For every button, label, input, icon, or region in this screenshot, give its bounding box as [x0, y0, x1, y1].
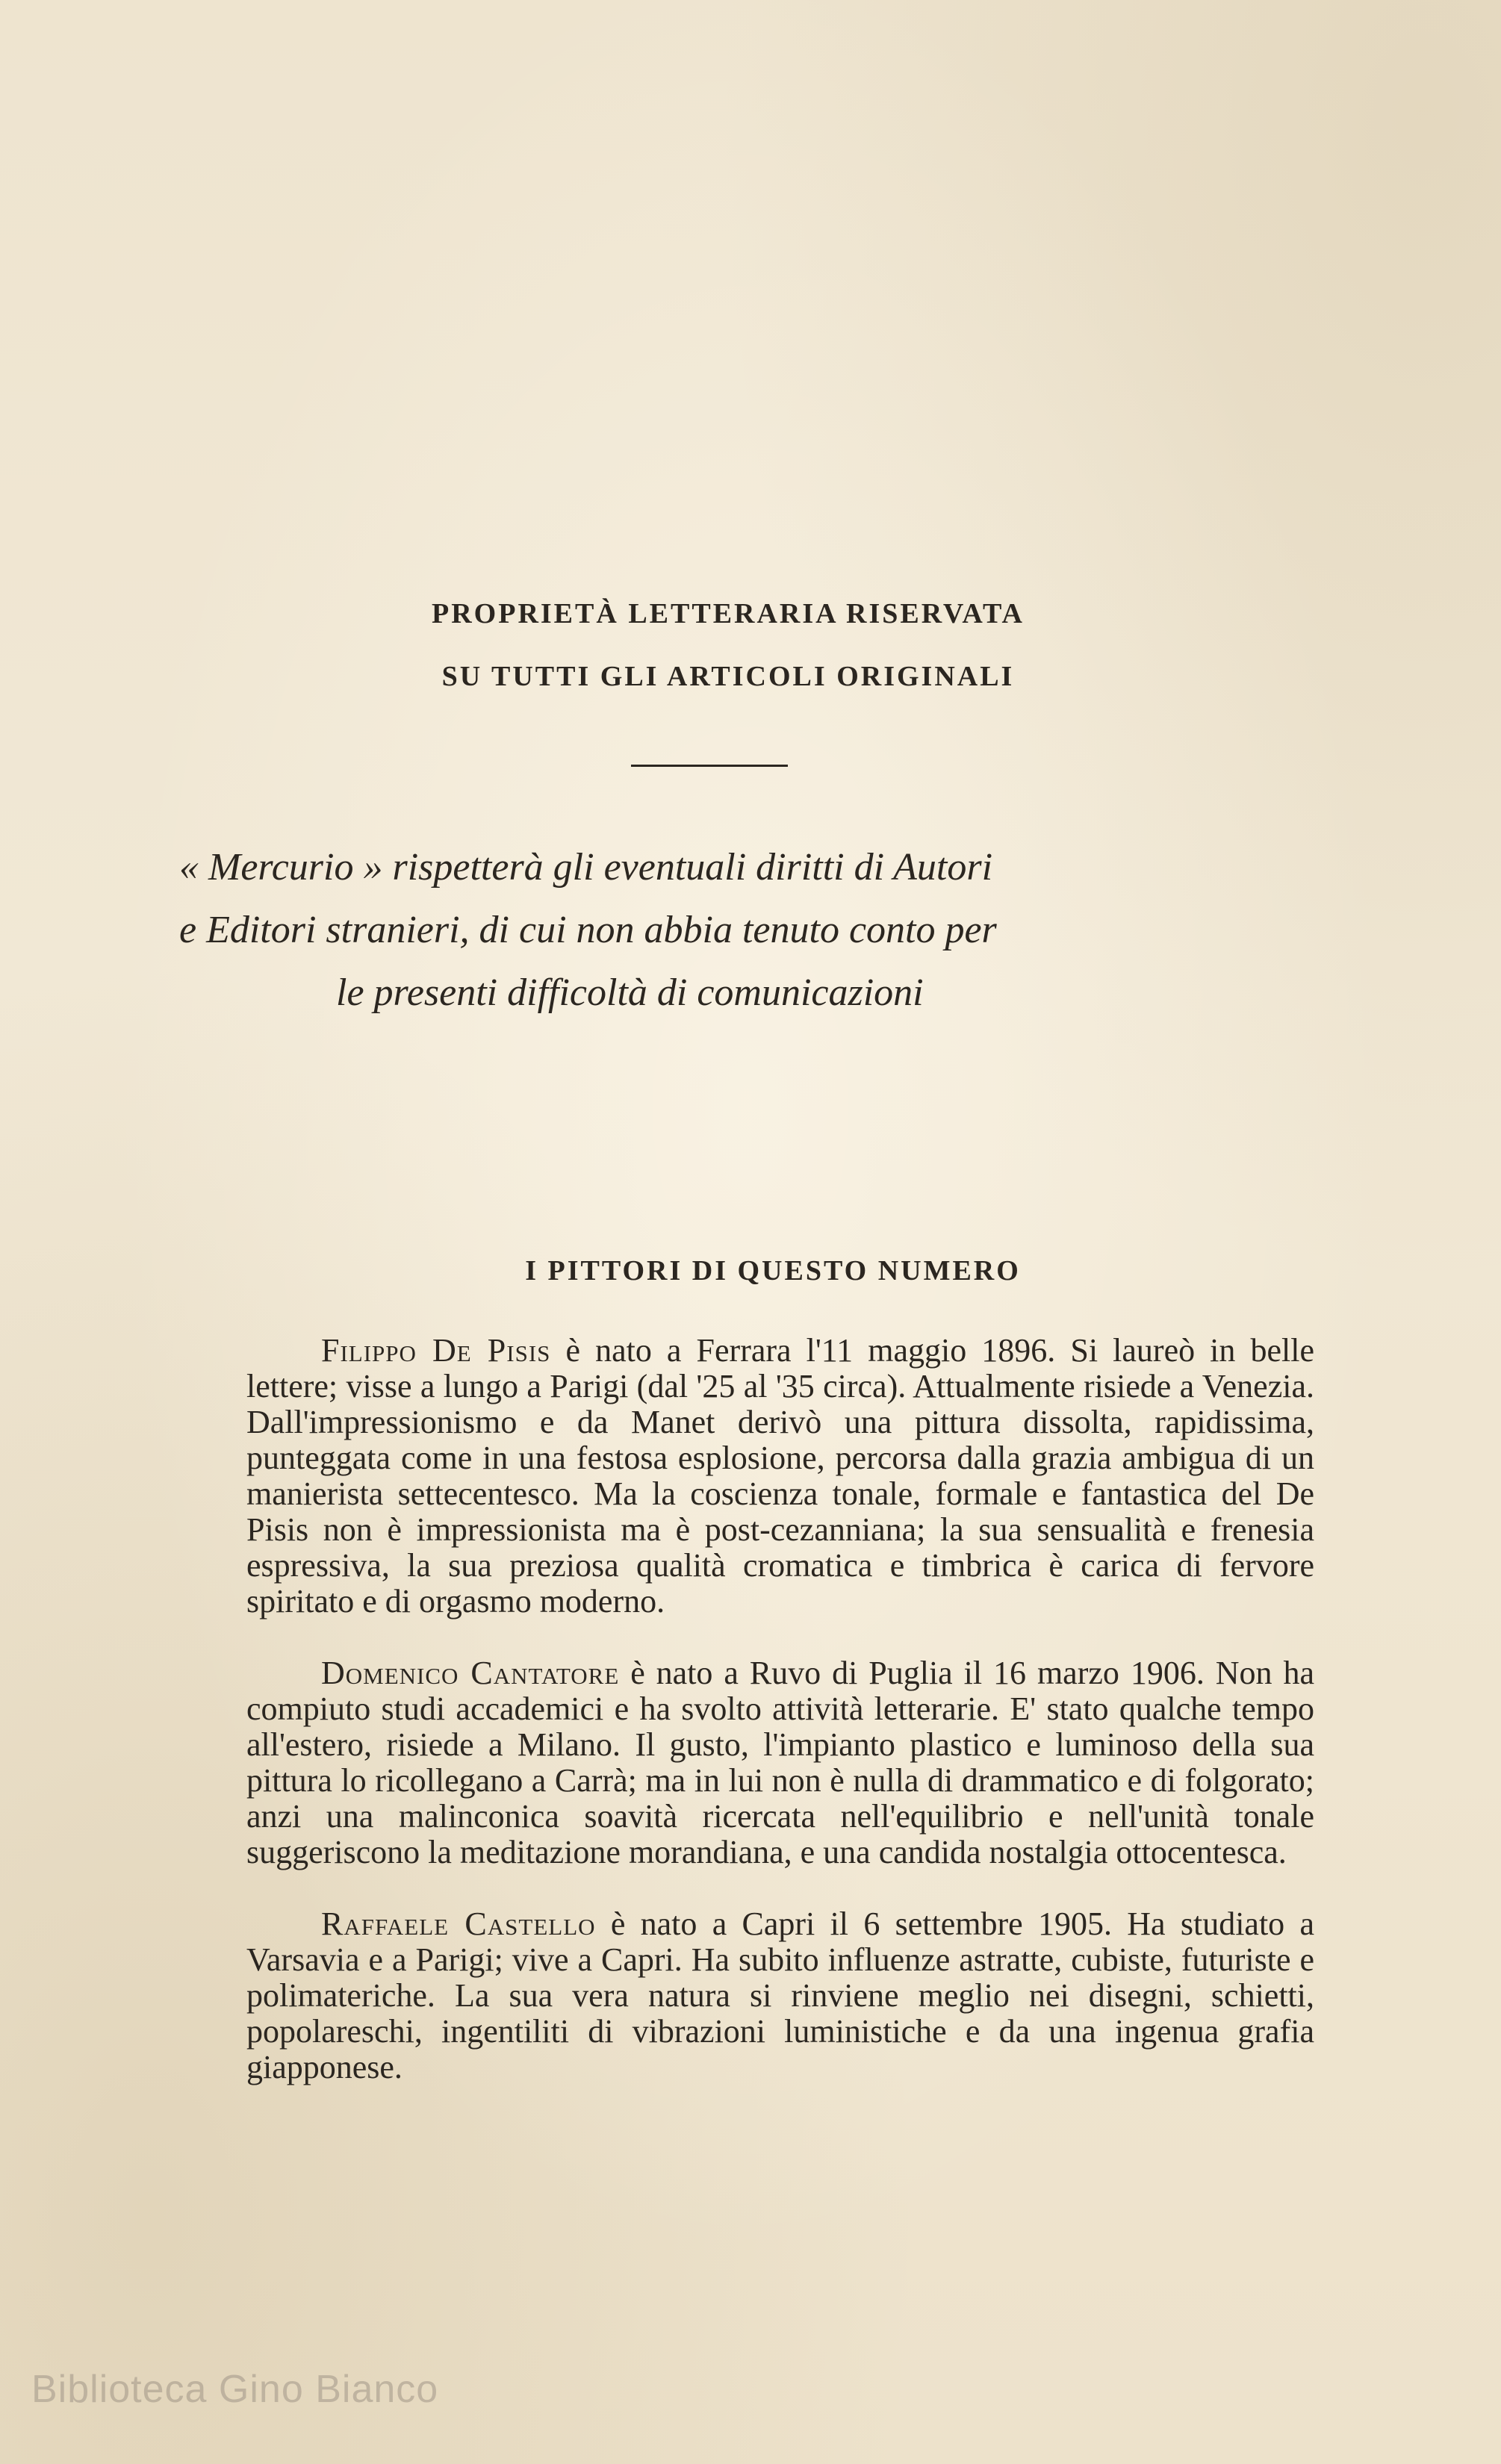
- rights-notice-line-1: PROPRIETÀ LETTERARIA RISERVATA: [432, 598, 1025, 629]
- rights-notice: [0, 582, 1501, 708]
- separator-rule: [631, 765, 788, 767]
- section-title-text: I PITTORI DI QUESTO NUMERO: [525, 1255, 1021, 1287]
- painter-name: Raffaele Castello: [321, 1905, 596, 1942]
- painters-biographies: [246, 1333, 1314, 2121]
- biography-paragraph: [246, 1333, 1314, 1620]
- biography-text: è nato a Ruvo di Puglia il 16 marzo 1906. Non ha compiuto studi accademici e ha svolto attività letterarie. E' stato qualche tempo all'estero, risiede a Milano. Il gusto, l'impianto plastico e luminoso della sua pittura lo ricollegano a Carrà; ma in lui non è nulla di drammatico e di folgorato; anzi una malinconica soavità ricercata nell'equilibrio e nell'unità tonale suggeriscono la meditazione morandiana, e una candida nostalgia ottocentesca.: [246, 1655, 1314, 1870]
- biography-paragraph: [246, 1906, 1314, 2085]
- notice-line-3: le presenti difficoltà di comunicazioni: [336, 971, 924, 1014]
- mercurio-notice: [179, 836, 1255, 1024]
- notice-line-2: e Editori stranieri, di cui non abbia tenuto conto per: [179, 909, 997, 951]
- rights-notice-line-2: SU TUTTI GLI ARTICOLI ORIGINALI: [441, 661, 1015, 692]
- library-watermark: Biblioteca Gino Bianco: [31, 2368, 439, 2411]
- notice-line-1: « Mercurio » rispetterà gli eventuali diritti di Autori: [179, 846, 993, 889]
- painter-name: Filippo De Pisis: [321, 1332, 551, 1369]
- biography-text: è nato a Ferrara l'11 maggio 1896. Si laureò in belle lettere; visse a lungo a Parigi (dal '25 al '35 circa). Attualmente risiede a Venezia. Dall'impressionismo e da Manet derivò una pittura dissolta, rapidissima, punteggata come in una festosa esplosione, percorsa dalla grazia ambigua di un manierista settecentesco. Ma la coscienza tonale, formale e fantastica del De Pisis non è impressionista ma è post-cezanniana; la sua sensualità e frenesia espressiva, la sua preziosa qualità cromatica e timbrica è carica di fervore spiritato e di orgasmo moderno.: [246, 1332, 1314, 1620]
- biography-paragraph: [246, 1655, 1314, 1870]
- biography-text: è nato a Capri il 6 settembre 1905. Ha studiato a Varsavia e a Parigi; vive a Capri. Ha subito influenze astratte, cubiste, futuriste e polimateriche. La sua vera natura si rinviene meglio nei disegni, schietti, popolareschi, ingentiliti di vibrazioni luministiche e da una ingenua grafia giapponese.: [246, 1905, 1314, 2085]
- section-title: [0, 1254, 1501, 1287]
- painter-name: Domenico Cantatore: [321, 1655, 620, 1691]
